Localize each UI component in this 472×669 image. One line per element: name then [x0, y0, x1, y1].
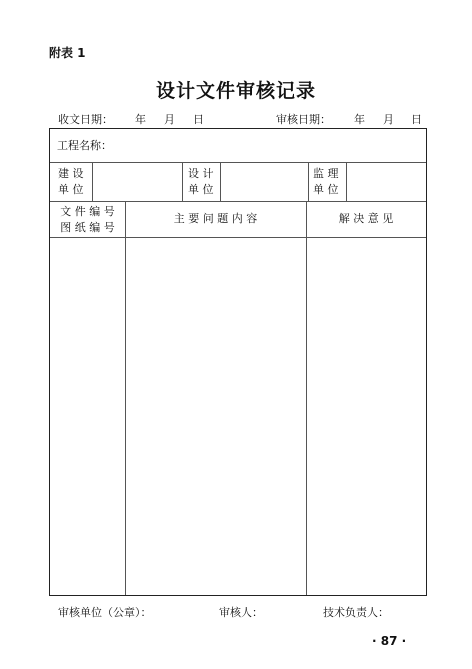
review-form-table — [49, 128, 427, 596]
document-title: 设计文件审核记录 — [155, 80, 316, 102]
receive-date-label: 收文日期： — [58, 113, 113, 126]
review-unit-label: 审核单位（公章）： — [58, 606, 152, 619]
main-issues-header: 主 要 问 题 内 容 — [173, 212, 258, 225]
resolution-header: 解 决 意 见 — [338, 212, 394, 225]
col-divider — [125, 201, 126, 595]
page-number: · 87 · — [372, 634, 407, 648]
doc-number-header: 文 件 编 号 图 纸 编 号 — [60, 205, 115, 234]
review-date-label: 审核日期： — [276, 113, 331, 126]
col-divider — [182, 162, 183, 201]
construction-unit-label: 建 设 单 位 — [58, 167, 84, 196]
project-name-label: 工程名称： — [57, 139, 112, 152]
review-date-day: 日 — [411, 113, 422, 126]
design-unit-label: 设 计 单 位 — [188, 167, 214, 196]
col-divider — [220, 162, 221, 201]
receive-date-month: 月 — [164, 113, 175, 126]
col-divider — [306, 201, 307, 595]
col-divider — [308, 162, 309, 201]
technical-lead-label: 技术负责人： — [323, 606, 389, 619]
row-divider — [50, 162, 426, 163]
row-divider — [50, 237, 426, 238]
col-divider — [346, 162, 347, 201]
col-divider — [92, 162, 93, 201]
receive-date-day: 日 — [193, 113, 204, 126]
row-divider — [50, 201, 426, 202]
review-date-month: 月 — [383, 113, 394, 126]
appendix-label: 附表 1 — [49, 46, 86, 60]
reviewer-label: 审核人： — [219, 606, 263, 619]
review-date-year: 年 — [354, 113, 365, 126]
supervision-unit-label: 监 理 单 位 — [313, 167, 339, 196]
receive-date-year: 年 — [135, 113, 146, 126]
